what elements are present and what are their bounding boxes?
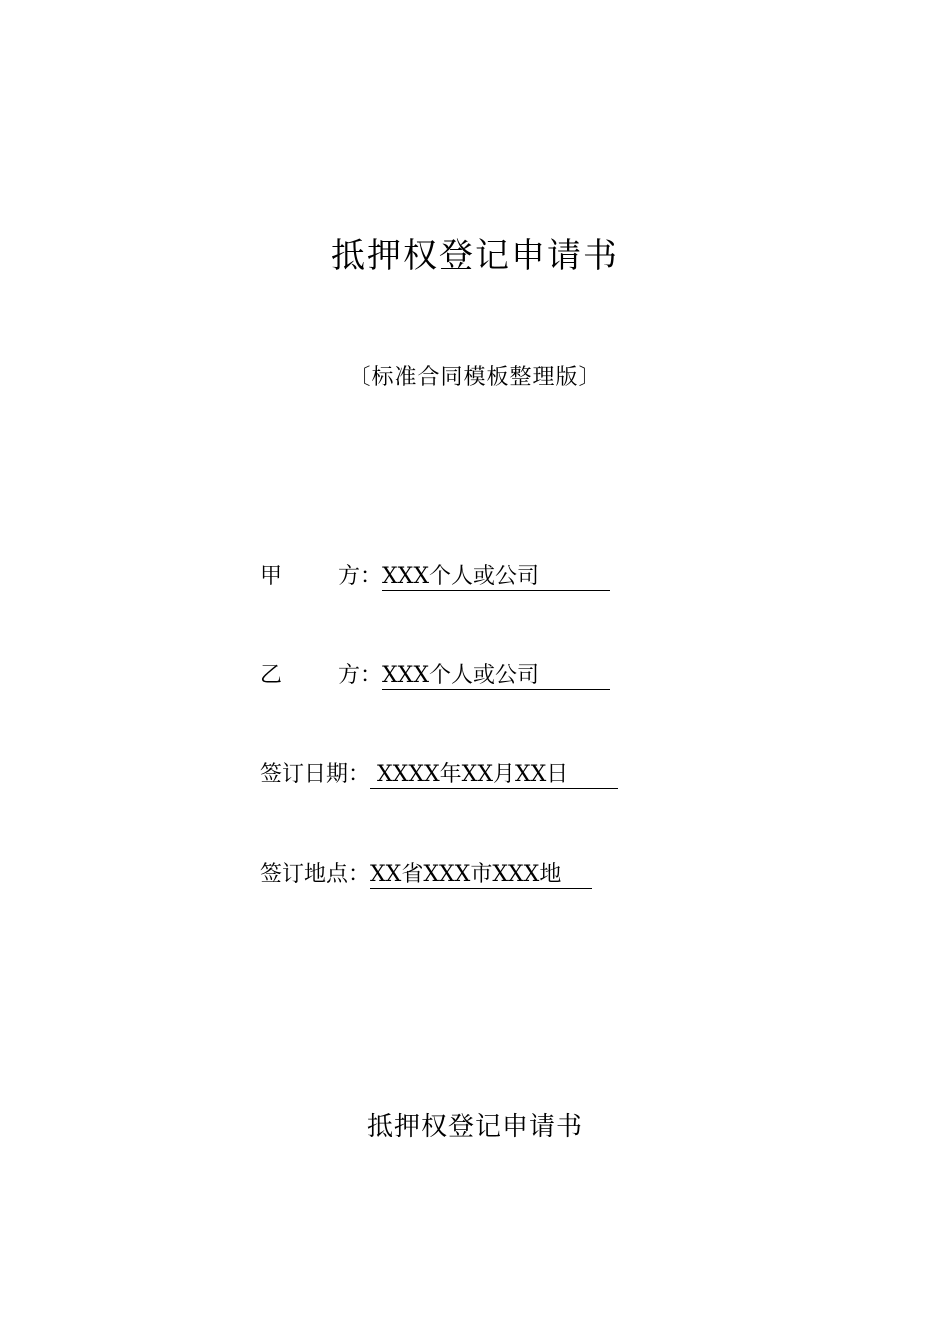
signing-date-field (260, 760, 618, 790)
party-b-value[interactable]: XXX个人或公司 (382, 663, 610, 690)
second-page-title: 抵押权登记申请书 (366, 1112, 583, 1142)
signing-place-label: 签订地点： (260, 862, 371, 887)
party-b-label-rest: 方： (338, 663, 383, 688)
party-a-value[interactable]: XXX个人或公司 (382, 564, 610, 591)
signing-date-value[interactable]: XXXX年XX月XX日 (370, 762, 618, 789)
signing-place-value[interactable]: XX省XXX市XXX地 (370, 862, 592, 889)
party-a-field (260, 562, 610, 592)
document-subtitle: 〔标准合同模板整理版〕 (348, 365, 602, 390)
party-b-field (260, 661, 610, 691)
signing-place-field (260, 860, 592, 890)
party-a-label-rest: 方： (338, 564, 383, 589)
party-a-label-first: 甲 (260, 564, 283, 589)
signing-date-label: 签订日期： (260, 762, 371, 787)
party-b-label-first: 乙 (260, 663, 283, 688)
document-title: 抵押权登记申请书 (331, 236, 619, 276)
